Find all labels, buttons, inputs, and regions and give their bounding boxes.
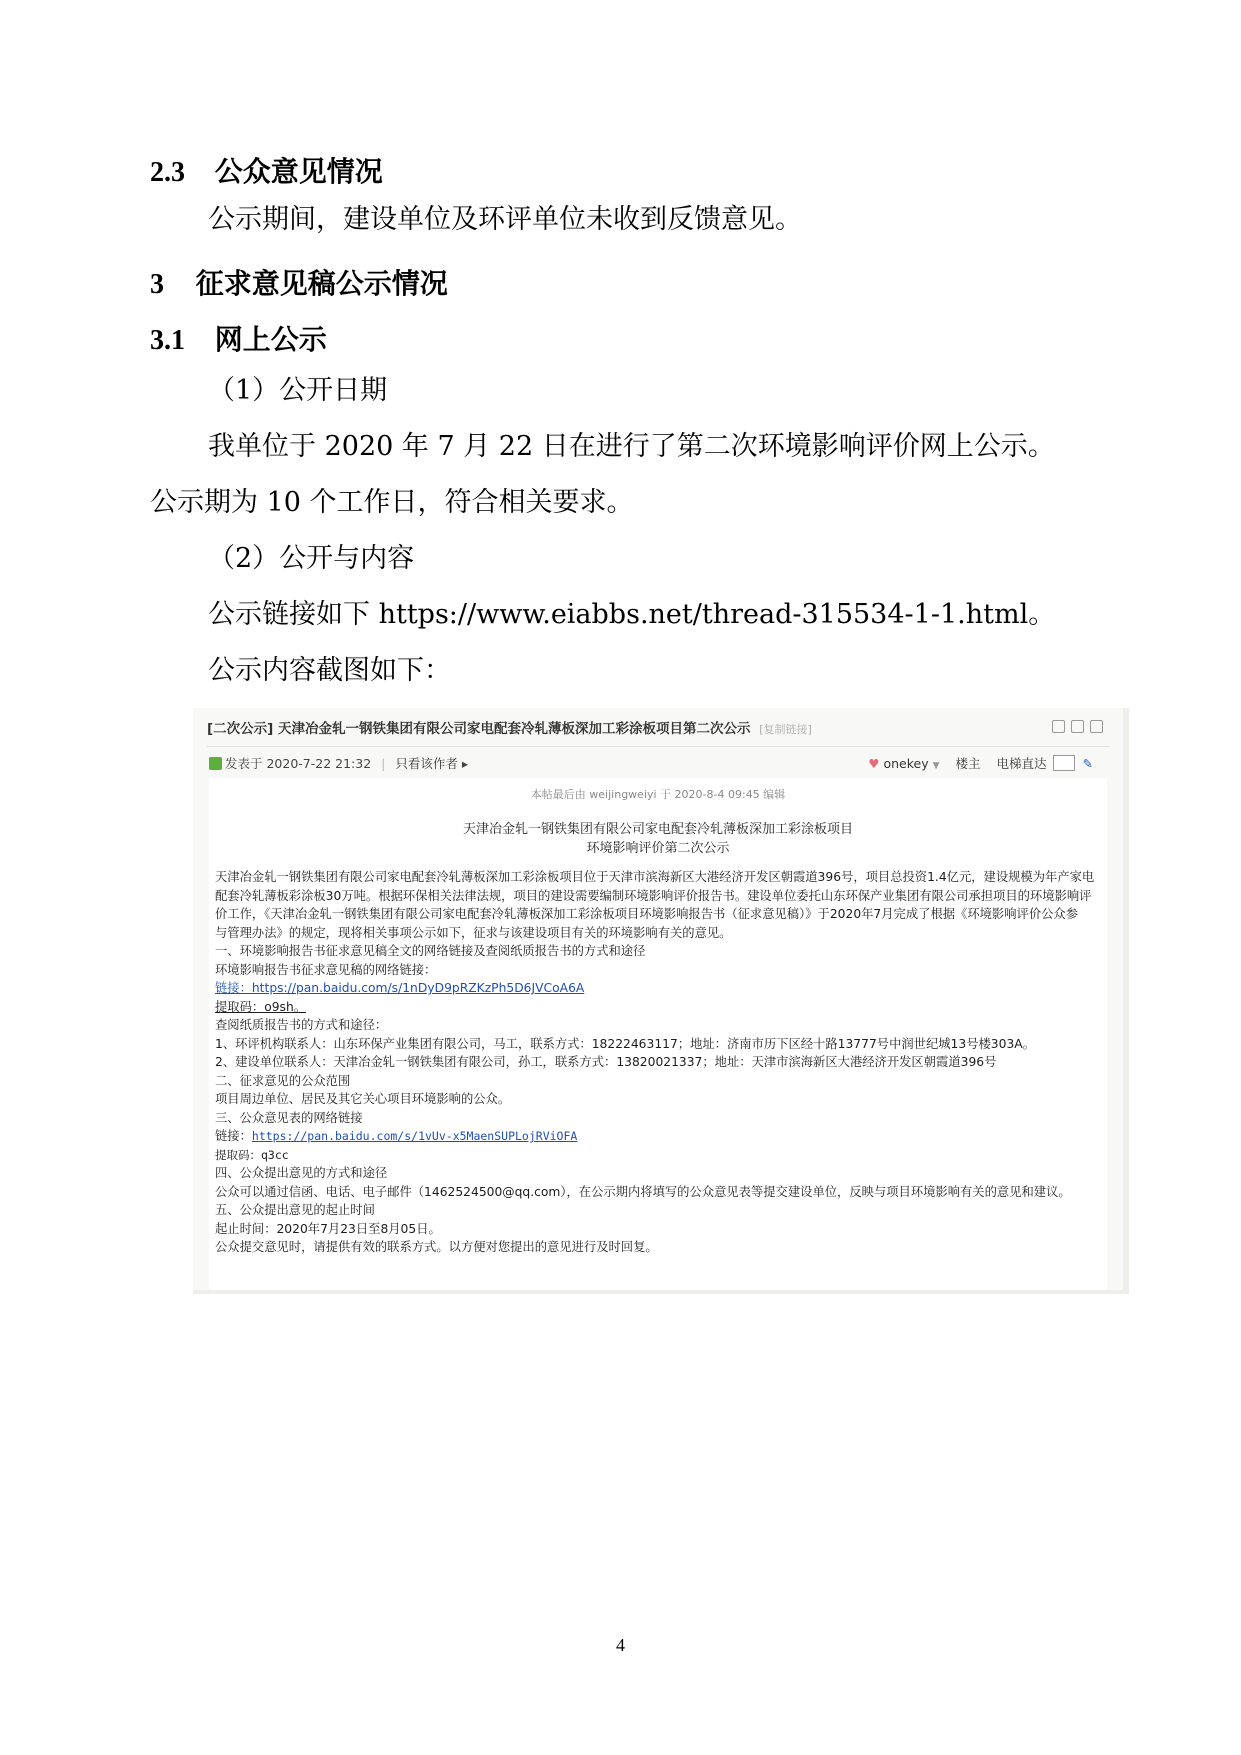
screenshot-caption: 公示内容截图如下： — [208, 655, 451, 686]
body-line: 天津冶金轧一钢铁集团有限公司家电配套冷轧薄板深加工彩涂板项目位于天津市滨海新区大港经济开发区朝霞道396号，项目总投资1.4亿元，建设规模为年产家电 — [215, 870, 1095, 884]
body-line: 与管理办法》的规定，现将相关事项公示如下，征求与该建设项目有关的环境影响有关的意见。 — [215, 925, 732, 940]
body-line: 价工作，《天津冶金轧一钢铁集团有限公司家电配套冷轧薄板深加工彩涂板项目环境影响报告书（征求意见稿）》于2020年7月完成了根据《环境影响评价公众参 — [215, 907, 1079, 921]
prev-icon[interactable] — [1071, 720, 1084, 733]
post-time: 发表于 2020-7-22 21:32 — [225, 756, 372, 771]
body-line: 公众提交意见时，请提供有效的联系方式。以方便对您提出的意见进行及时回复。 — [215, 1240, 658, 1254]
body-line: 2、建设单位联系人：天津冶金轧一钢铁集团有限公司，孙工，联系方式：13820021337；地址：天津市滨海新区大港经济开发区朝霞道396号 — [215, 1055, 997, 1069]
body-line: 公众可以通过信函、电话、电子邮件（1462524500@qq.com），在公示期内将填写的公众意见表等提交建设单位，反映与项目环境影响有关的意见和建议。 — [215, 1184, 1071, 1199]
floor-label: 楼主 — [955, 756, 981, 771]
heading-title: 网上公示 — [214, 323, 327, 356]
floor-input[interactable] — [1053, 755, 1075, 771]
extract-code-2: 提取码：q3cc — [215, 1147, 289, 1162]
opinion-form-link[interactable]: https://pan.baidu.com/s/1vUv-x5MaenSUPLojRViOFA — [251, 1129, 578, 1143]
heading-2-3 — [150, 150, 383, 190]
heart-icon: ♥ — [868, 756, 880, 771]
body-line: 起止时间：2020年7月23日至8月05日。 — [215, 1221, 441, 1236]
content-title-2: 环境影响评价第二次公示 — [586, 841, 730, 856]
extract-code-1: 提取码：o9sh。 — [215, 999, 307, 1014]
heading-number: 3 — [150, 269, 164, 300]
chevron-down-icon: ▼ — [932, 761, 940, 771]
heading-3-1 — [150, 318, 327, 358]
thread-tag: [二次公示] — [207, 721, 274, 737]
link-prefix: 链接： — [215, 1129, 252, 1143]
content-title-1: 天津冶金轧一钢铁集团有限公司家电配套冷轧薄板深加工彩涂板项目 — [462, 822, 853, 837]
item-2-label: （2）公开与内容 — [208, 543, 415, 574]
body-line: 配套冷轧薄板彩涂板30万吨。根据环保相关法律法规，项目的建设需要编制环境影响评价报告书。建设单位委托山东环保产业集团有限公司承担项目的环境影响评 — [215, 888, 1092, 903]
copy-link[interactable]: [复制链接] — [759, 723, 812, 736]
divider — [207, 746, 1109, 747]
body-line: 一、环境影响报告书征求意见稿全文的网络链接及查阅纸质报告书的方式和途径 — [215, 944, 646, 958]
body-line: 环境影响报告书征求意见稿的网络链接： — [215, 962, 437, 977]
arrow-right-icon: ▸ — [461, 756, 469, 771]
heading-number: 3.1 — [150, 325, 185, 356]
post-content — [209, 778, 1107, 1290]
thread-title-text: 天津冶金轧一钢铁集团有限公司家电配套冷轧薄板深加工彩涂板项目第二次公示 — [278, 721, 751, 737]
body-line: 查阅纸质报告书的方式和途径： — [215, 1018, 388, 1032]
online-icon — [209, 757, 222, 770]
thread-tools — [1052, 720, 1103, 733]
link-line: 公示链接如下 https://www.eiabbs.net/thread-315534-1-1.html。 — [208, 599, 1056, 630]
item-1-line-1: 我单位于 2020 年 7 月 22 日在进行了第二次环境影响评价网上公示。 — [208, 431, 1055, 462]
post-meta-right — [868, 750, 1093, 778]
thread-title — [207, 714, 1107, 744]
paragraph-feedback: 公示期间，建设单位及环评单位未收到反馈意见。 — [208, 204, 802, 235]
edited-note: 本帖最后由 weijingweiyi 于 2020-8-4 09:45 编辑 — [530, 788, 786, 801]
page-number: 4 — [616, 1635, 625, 1655]
item-1-line-2: 公示期为 10 个工作日，符合相关要求。 — [150, 487, 634, 518]
print-icon[interactable] — [1052, 720, 1065, 733]
body-line: 项目周边单位、居民及其它关心项目环境影响的公众。 — [215, 1092, 511, 1106]
elevator-label: 电梯直达 — [996, 756, 1047, 771]
body-line: 二、征求意见的公众范围 — [215, 1073, 351, 1088]
heading-number: 2.3 — [150, 157, 185, 188]
body-line: 三、公众意见表的网络链接 — [215, 1110, 363, 1125]
body-line: 五、公众提出意见的起止时间 — [215, 1203, 375, 1217]
post-meta: 发表于 2020-7-22 21:32 | 只看该作者 ▸ — [209, 750, 1109, 778]
report-link[interactable]: 链接：https://pan.baidu.com/s/1nDyD9pRZKzPh5D6JVCoA6A — [215, 981, 585, 995]
next-icon[interactable] — [1090, 720, 1103, 733]
heading-title: 征求意见稿公示情况 — [195, 267, 448, 300]
post-body — [215, 868, 1105, 1257]
only-author-link[interactable]: 只看该作者 — [395, 756, 458, 771]
body-line: 四、公众提出意见的方式和途径 — [215, 1166, 388, 1180]
username[interactable]: onekey — [883, 756, 929, 771]
heading-title: 公众意见情况 — [214, 155, 383, 188]
body-line: 1、环评机构联系人：山东环保产业集团有限公司，马工，联系方式：18222463117；地址：济南市历下区经十路13777号中润世纪城13号楼303A。 — [215, 1036, 1035, 1051]
forum-screenshot — [193, 708, 1129, 1294]
heading-3 — [150, 262, 448, 302]
item-1-label: （1）公开日期 — [208, 375, 388, 406]
go-icon[interactable]: ✎ — [1082, 756, 1093, 771]
